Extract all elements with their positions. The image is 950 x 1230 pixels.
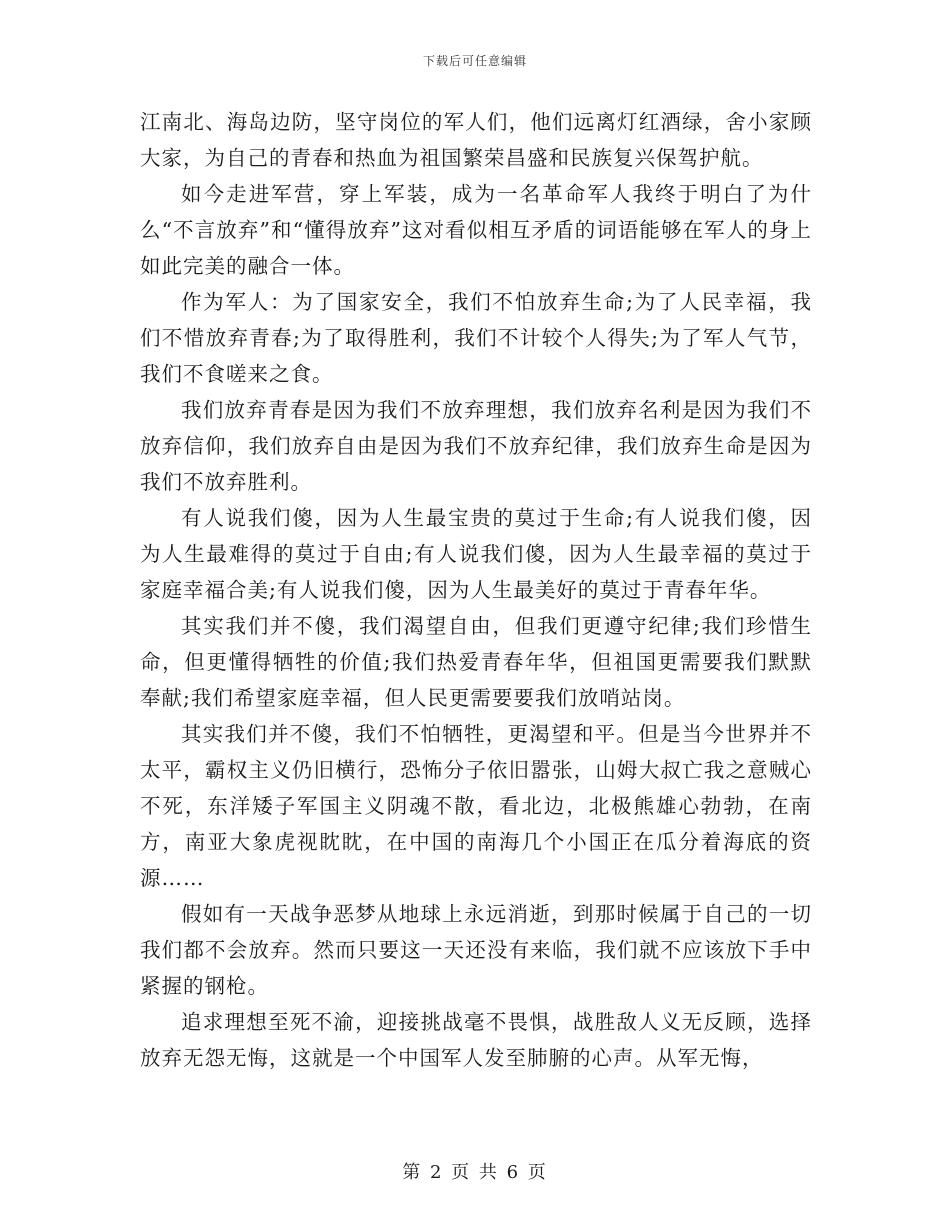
paragraph: 如今走进军营，穿上军装，成为一名革命军人我终于明白了为什么“不言放弃”和“懂得放弃”这对看似相互矛盾的词语能够在军人的身上如此完美的融合一体。 (140, 182, 812, 278)
paragraph: 作为军人：为了国家安全，我们不怕放弃生命;为了人民幸福，我们不惜放弃青春;为了取得胜利，我们不计较个人得失;为了军人气节，我们不食嗟来之食。 (140, 290, 812, 386)
paragraph: 其实我们并不傻，我们渴望自由，但我们更遵守纪律;我们珍惜生命，但更懂得牺牲的价值;我们热爱青春年华，但祖国更需要我们默默奉献;我们希望家庭幸福，但人民更需要要我们放哨站岗。 (140, 614, 812, 710)
paragraph: 追求理想至死不渝，迎接挑战毫不畏惧，战胜敌人义无反顾，选择放弃无怨无悔，这就是一个中国军人发至肺腑的心声。从军无悔， (140, 1010, 812, 1070)
body-text (140, 104, 812, 1076)
page-header: 下载后可任意编辑 (422, 54, 527, 68)
paragraph: 江南北、海岛边防，坚守岗位的军人们，他们远离灯红酒绿，舍小家顾大家，为自己的青春和热血为祖国繁荣昌盛和民族复兴保驾护航。 (140, 110, 812, 170)
paragraph: 其实我们并不傻，我们不怕牺牲，更渴望和平。但是当今世界并不太平，霸权主义仍旧横行，恐怖分子依旧嚣张，山姆大叔亡我之意贼心不死，东洋矮子军国主义阴魂不散，看北边，北极熊雄心勃勃，在南方，南亚大象虎视眈眈，在中国的南海几个小国正在瓜分着海底的资源…… (140, 722, 812, 890)
page-footer: 第 2 页 共 6 页 (402, 1162, 548, 1183)
paragraph: 假如有一天战争恶梦从地球上永远消逝，到那时候属于自己的一切我们都不会放弃。然而只要这一天还没有来临，我们就不应该放下手中紧握的钢枪。 (140, 902, 812, 998)
paragraph: 有人说我们傻，因为人生最宝贵的莫过于生命;有人说我们傻，因为人生最难得的莫过于自由;有人说我们傻，因为人生最幸福的莫过于家庭幸福合美;有人说我们傻，因为人生最美好的莫过于青春年华。 (140, 506, 812, 602)
paragraph: 我们放弃青春是因为我们不放弃理想，我们放弃名利是因为我们不放弃信仰，我们放弃自由是因为我们不放弃纪律，我们放弃生命是因为我们不放弃胜利。 (140, 398, 812, 494)
